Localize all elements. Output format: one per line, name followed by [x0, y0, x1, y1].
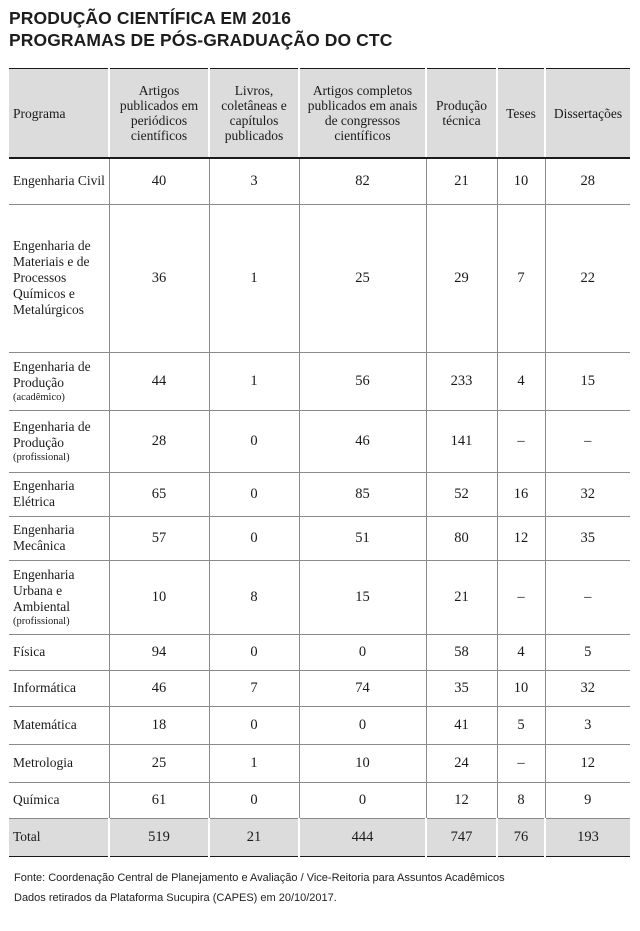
value-cell: 21 [426, 158, 497, 204]
total-value-cell: 76 [497, 818, 545, 856]
value-cell: 74 [299, 670, 426, 706]
value-cell: 5 [545, 634, 630, 670]
value-cell: 35 [545, 516, 630, 560]
total-value-cell: 747 [426, 818, 497, 856]
program-name-cell [9, 706, 109, 744]
program-name: Engenharia Elétrica [13, 478, 75, 509]
program-name: Física [13, 644, 46, 659]
value-cell: 80 [426, 516, 497, 560]
value-cell: 28 [545, 158, 630, 204]
value-cell: 0 [209, 706, 299, 744]
value-cell: 7 [497, 204, 545, 352]
value-cell: 15 [545, 352, 630, 410]
value-cell: 61 [109, 782, 209, 818]
value-cell: 25 [299, 204, 426, 352]
value-cell: 4 [497, 634, 545, 670]
value-cell: 8 [209, 560, 299, 634]
title-line-1: PRODUÇÃO CIENTÍFICA EM 2016 [9, 8, 292, 28]
program-name-cell [9, 158, 109, 204]
value-cell: 57 [109, 516, 209, 560]
value-cell: 29 [426, 204, 497, 352]
value-cell: – [545, 560, 630, 634]
value-cell: 41 [426, 706, 497, 744]
value-cell: 0 [209, 516, 299, 560]
program-name-cell [9, 352, 109, 410]
value-cell: 1 [209, 352, 299, 410]
production-table [9, 68, 630, 857]
value-cell: 0 [209, 410, 299, 472]
total-value-cell: 193 [545, 818, 630, 856]
value-cell: 233 [426, 352, 497, 410]
value-cell: 22 [545, 204, 630, 352]
table-row [9, 634, 630, 670]
source-line-2: Dados retirados da Plataforma Sucupira (CAPES) em 20/10/2017. [14, 892, 337, 904]
value-cell: 51 [299, 516, 426, 560]
table-row [9, 204, 630, 352]
value-cell: 10 [497, 158, 545, 204]
value-cell: 10 [497, 670, 545, 706]
value-cell: 25 [109, 744, 209, 782]
title-line-2: PROGRAMAS DE PÓS-GRADUAÇÃO DO CTC [9, 30, 393, 50]
program-name: Engenharia de Produção [13, 418, 91, 450]
program-name-cell [9, 782, 109, 818]
table-row [9, 670, 630, 706]
value-cell: 10 [299, 744, 426, 782]
table-row [9, 782, 630, 818]
value-cell: 141 [426, 410, 497, 472]
value-cell: 0 [209, 782, 299, 818]
program-name-cell [9, 204, 109, 352]
total-value-cell: 519 [109, 818, 209, 856]
table-row [9, 158, 630, 204]
value-cell: 9 [545, 782, 630, 818]
value-cell: – [497, 560, 545, 634]
value-cell: 52 [426, 472, 497, 516]
column-header-producao-tecnica: Produção técnica [426, 69, 497, 159]
program-name: Química [13, 792, 60, 807]
total-value-cell: 444 [299, 818, 426, 856]
program-name: Engenharia Urbana e Ambiental [13, 566, 75, 614]
total-label: Total [9, 818, 109, 856]
source-note [14, 868, 505, 908]
column-header-artigos-congressos: Artigos completos publicados em anais de congressos científicos [299, 69, 426, 159]
column-header-artigos-periodicos: Artigos publicados em periódicos científicos [109, 69, 209, 159]
value-cell: 0 [299, 634, 426, 670]
total-row [9, 818, 630, 856]
value-cell: – [545, 410, 630, 472]
value-cell: 12 [497, 516, 545, 560]
table-row [9, 560, 630, 634]
program-name-cell [9, 560, 109, 634]
program-note: (profissional) [13, 451, 70, 463]
program-name: Engenharia Civil [13, 173, 105, 189]
value-cell: 36 [109, 204, 209, 352]
program-name-cell [9, 472, 109, 516]
value-cell: 0 [299, 706, 426, 744]
program-note: (acadêmico) [13, 391, 65, 403]
value-cell: 0 [299, 782, 426, 818]
value-cell: 85 [299, 472, 426, 516]
total-value-cell: 21 [209, 818, 299, 856]
value-cell: 44 [109, 352, 209, 410]
table-row [9, 744, 630, 782]
program-name-cell [9, 744, 109, 782]
value-cell: 5 [497, 706, 545, 744]
source-line-1: Fonte: Coordenação Central de Planejamento e Avaliação / Vice-Reitoria para Assuntos Acadêmicos [14, 872, 505, 884]
value-cell: 10 [109, 560, 209, 634]
value-cell: 46 [109, 670, 209, 706]
program-name: Engenharia de Produção [13, 358, 91, 390]
value-cell: 32 [545, 472, 630, 516]
document-title [9, 7, 392, 51]
table-row [9, 706, 630, 744]
table-row [9, 352, 630, 410]
value-cell: 12 [545, 744, 630, 782]
value-cell: 1 [209, 204, 299, 352]
value-cell: 24 [426, 744, 497, 782]
program-name: Matemática [13, 717, 77, 732]
value-cell: 32 [545, 670, 630, 706]
value-cell: 12 [426, 782, 497, 818]
value-cell: – [497, 410, 545, 472]
value-cell: 3 [209, 158, 299, 204]
table-row [9, 472, 630, 516]
value-cell: 40 [109, 158, 209, 204]
program-name: Engenharia de Materiais e de Processos Químicos e Metalúrgicos [13, 238, 91, 317]
value-cell: 65 [109, 472, 209, 516]
value-cell: 0 [209, 472, 299, 516]
value-cell: 3 [545, 706, 630, 744]
program-name-cell [9, 670, 109, 706]
column-header-dissertacoes: Dissertações [545, 69, 630, 159]
column-header-livros: Livros, coletâneas e capítulos publicados [209, 69, 299, 159]
program-name-cell [9, 410, 109, 472]
value-cell: 15 [299, 560, 426, 634]
table-body [9, 158, 630, 856]
table-row [9, 516, 630, 560]
program-name-cell [9, 516, 109, 560]
value-cell: 1 [209, 744, 299, 782]
value-cell: 0 [209, 634, 299, 670]
value-cell: 46 [299, 410, 426, 472]
program-name: Metrologia [13, 755, 73, 770]
value-cell: 16 [497, 472, 545, 516]
value-cell: 21 [426, 560, 497, 634]
program-name-cell [9, 634, 109, 670]
value-cell: 4 [497, 352, 545, 410]
value-cell: 35 [426, 670, 497, 706]
program-name: Informática [13, 680, 76, 695]
column-header-teses: Teses [497, 69, 545, 159]
table-header-row [9, 69, 630, 159]
table-row [9, 410, 630, 472]
value-cell: 94 [109, 634, 209, 670]
value-cell: 28 [109, 410, 209, 472]
program-name: Engenharia Mecânica [13, 522, 75, 553]
value-cell: 7 [209, 670, 299, 706]
value-cell: 8 [497, 782, 545, 818]
value-cell: – [497, 744, 545, 782]
value-cell: 56 [299, 352, 426, 410]
column-header-programa: Programa [9, 69, 109, 159]
program-note: (profissional) [13, 615, 70, 627]
value-cell: 58 [426, 634, 497, 670]
value-cell: 82 [299, 158, 426, 204]
value-cell: 18 [109, 706, 209, 744]
